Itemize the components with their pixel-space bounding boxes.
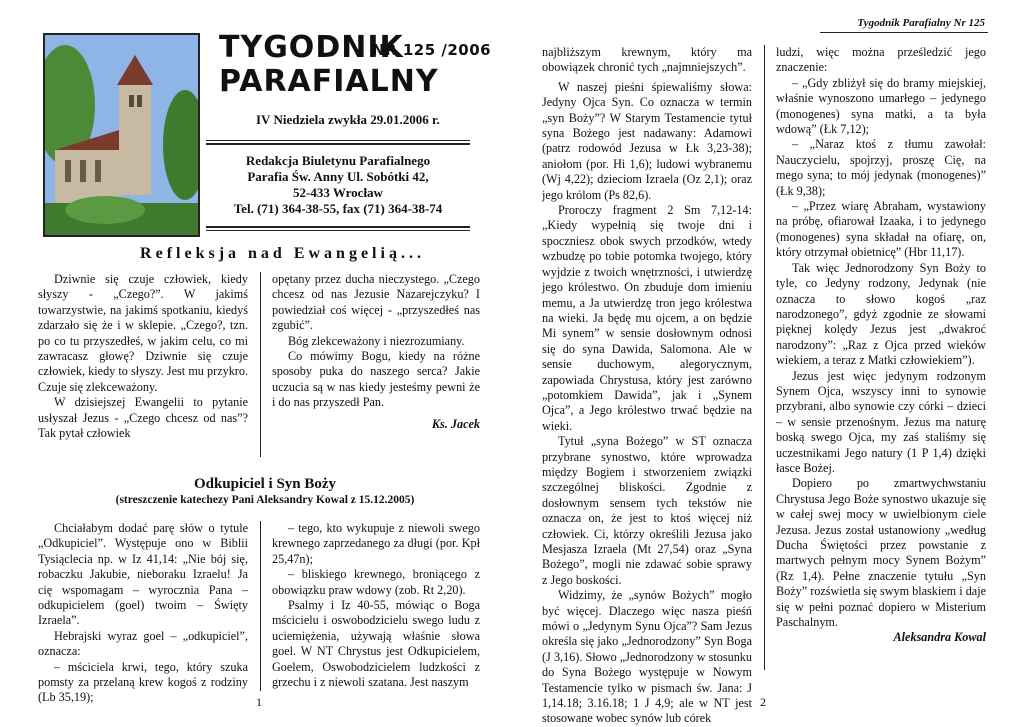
paragraph: Jezus jest więc jedynym rodzonym Synem Ojca, wszyscy inni to synowie przybrani, albo synowie czy córki – dzieci – w sensie przenośnym. Jezus ma naturę boską swego Ojca, my zaś staliśmy się uczestnikami Jego natury (1 P 1,4) dzięki łasce Bożej.	[776, 368, 986, 475]
header-rule	[820, 32, 988, 33]
address-line: Parafia Św. Anny Ul. Sobótki 42,	[247, 169, 429, 184]
paragraph: – „Naraz ktoś z tłumu zawołał: Nauczycielu, spojrzyj, proszę Cię, na mego syna; to mój jedynak (monogenes)” (Łk 9,38);	[776, 137, 986, 198]
church-photo	[43, 33, 200, 237]
page-number-right: 2	[760, 695, 766, 709]
divider	[206, 140, 470, 141]
paragraph: Psalmy i Iz 40-55, mówiąc o Boga mścicielu i oswobodzicielu swego ludu z uciemiężenia, używają właśnie słowa goel. W NT Chrystus jest Odkupicielem, Goelem, Oswobodzicielem ludzkości z grzechu i z niewoli szatana. Jest naszym	[272, 598, 480, 690]
article-subtitle: (streszczenie katechezy Pani Aleksandry Kowal z 15.12.2005)	[115, 494, 415, 506]
paragraph: opętany przez ducha nieczystego. „Czego chcesz od nas Jezusie Nazarejczyku? I powiedział coś więcej - „przyszedłeś nas zgubić”.	[272, 272, 480, 333]
paragraph: W dzisiejszej Ewangelii to pytanie usłyszał Jezus - „Czego chcesz od nas”? Tak pytał człowiek	[38, 395, 248, 441]
reflection-col2	[272, 272, 480, 432]
paragraph: Proroczy fragment 2 Sm 7,12-14: „Kiedy wypełnią się twoje dni i spoczniesz obok swych przodków, wtedy wzbudzę po tobie potomka twojego, który wyjdzie z twoich wnętrzności, i utwierdzę jego królestwo. On zbuduje dom imieniu memu, a Ja utwierdzę tron jego królestwa na wieki. Ja będę mu ojcem, a on będzie Mi synem” w sensie dosłownym odnosi się do syna Dawida, Salomona. Ale w sensie duchowym, alegorycznym, zapowiada Chrystusa, który jest zarówno „potomkiem Dawida”, jak i „Synem Ojca”, a Jego królestwo trwać będzie na wieki.	[542, 203, 752, 433]
address-line: 52-433 Wrocław	[293, 185, 383, 200]
paragraph: Dopiero po zmartwychwstaniu Chrystusa Jego Boże synostwo ukazuje się w całej swej mocy w uwielbionym ciele Jezusa. Jezus został ustanowiony „według Ducha Świętości przez powstanie z martwych pełnym mocy Synem Bożym” (Rz 1,4). Pełne znaczenie tytułu „Syn Boży” rozświetla się swym blaskiem i daje się w pełni poznać dopiero w Misterium Paschalnym.	[776, 476, 986, 630]
paragraph: W naszej pieśni śpiewaliśmy słowa: Jedyny Ojca Syn. Co oznacza w termin „syn Boży”? W Starym Testamencie tytuł syna Bożego jest nadawany: Adamowi (patrz rodowód Jezusa w Łk 3,23-38); aniołom (por. Hi 1,6); ludowi wybranemu (Wj 4,22); dzieciom Izraela (Oz 2,1); oraz jego królom (Ps 82,6).	[542, 79, 752, 202]
reflection-col1	[38, 272, 248, 441]
column-divider	[260, 272, 261, 457]
paragraph: Dziwnie się czuje człowiek, kiedy słyszy - „Czego?”. W jakimś towarzystwie, na jakimś spotkaniu, kiedyś zdarzało się że i w sklepie. „Czego?, tzn. po co tu przyszedłeś, w jakim celu, co mi zawracasz głowę? Dziwnie się czuje człowiek, kiedy to słyszy. Jest mu przykro. Czuje się zlekceważony.	[38, 272, 248, 394]
paragraph: Hebrajski wyraz goel – „odkupiciel”, oznacza:	[38, 628, 248, 659]
issue-number: NR 125 /2006	[372, 41, 492, 59]
page-number-left: 1	[256, 695, 262, 709]
paragraph: Tytuł „syna Bożego” w ST oznacza przybrane synostwo, które wprowadza między Bogiem i stworzeniem związki szczególnej bliskości. Zgodnie z dosłownym sensem tych tekstów nie oznacza on, że jest to ktoś więcej niż człowiek. Ci, którzy określili Jezusa jako Mesjasza Izraela (Mt 27,54) oraz „Syna Bożego”, mogli nie zdawać sobie sprawy z Jego boskości.	[542, 434, 752, 587]
page2-col2	[776, 45, 986, 646]
paragraph: Chciałabym dodać parę słów o tytule „Odkupiciel”. Występuje ono w Biblii Tysiąclecia np. w Iz 41,14: „Nie bój się, robaczku Jakubie, nieboraku Izraelu! Ja cię wspomagam – wyrocznia Pana – odkupicielem (goel) twoim – Święty Izraela”.	[38, 521, 248, 628]
paragraph: Widzimy, że „synów Bożych” mogło być więcej. Dlaczego więc nasza pieśń mówi o „Jedynym Synu Ojca”? Sam Jezus określa się jako „Jednorodzony” Syn Boga (J 3,16). Słowo „Jednorodzony w stosunku do Syna Bożego występuje w Nowym Testamencie tylko w pismach św. Jana: J 1,14.18; 3.16.18; 1 J 4,9; ale w NT jest stosowane wobec synów lub córek	[542, 588, 752, 726]
paragraph: – bliskiego krewnego, broniącego z obowiązku praw wdowy (zob. Rt 2,20).	[272, 567, 480, 597]
church-illustration	[45, 35, 198, 235]
paragraph: Bóg zlekceważony i niezrozumiany.	[288, 333, 465, 348]
divider	[206, 230, 470, 231]
reflection-heading: Refleksja nad Ewangelią...	[140, 245, 425, 262]
address-line: Redakcja Biuletynu Parafialnego	[245, 153, 431, 168]
paragraph: najbliższym krewnym, który ma obowiązek chronić tych „najmniejszych”.	[542, 45, 752, 75]
address-line: Tel. (71) 364-38-55, fax (71) 364-38-74	[233, 201, 443, 216]
paragraph: ludzi, więc można prześledzić jego znaczenie:	[776, 45, 986, 75]
divider	[206, 226, 470, 228]
masthead-title-line2: PARAFIALNY	[219, 64, 439, 99]
divider	[206, 143, 470, 145]
article-title: Odkupiciel i Syn Boży	[193, 476, 337, 492]
column-divider	[764, 45, 765, 670]
column-divider	[260, 521, 261, 691]
paragraph: – „Przez wiarę Abraham, wystawiony na próbę, ofiarował Izaaka, i to jedynego (monogenes) syna składał na ofiarę, on, który otrzymał obietnicę” (Hbr 11,17).	[776, 199, 986, 260]
page2-col1	[542, 45, 752, 727]
paragraph: Co mówimy Bogu, kiedy na różne sposoby puka do naszego serca? Jakie uczucia są w nas kiedy jesteśmy pewni że i do nas przyszedł Pan.	[272, 349, 480, 410]
signature: Aleksandra Kowal	[893, 630, 986, 645]
paragraph: Tak więc Jednorodzony Syn Boży to tyle, co Jedyny rodzony, Jedynak (nie oznacza to słowo kogoś „raz narodzonego”, gdyż zgodnie ze słowami pięknej kolędy Jezus jest „dwakroć narodzony”: „Raz z Ojca przed wieków wiekiem, a teraz z Matki człowiekiem”).	[776, 260, 986, 368]
article-col2	[272, 521, 480, 690]
masthead-title-line1: TYGODNIK	[219, 30, 404, 65]
paragraph: – mściciela krwi, tego, który szuka pomsty za przelaną krew kogoś z rodziny (Lb 35,19);	[38, 659, 248, 705]
running-header: Tygodnik Parafialny Nr 125	[857, 17, 985, 29]
article-col1	[38, 521, 248, 706]
paragraph: – tego, kto wykupuje z niewoli swego krewnego zaprzedanego za długi (por. Kpł 25,47n);	[272, 521, 480, 566]
signature: Ks. Jacek	[431, 416, 480, 431]
sunday-date: IV Niedziela zwykła 29.01.2006 r.	[256, 112, 440, 127]
paragraph: – „Gdy zbliżył się do bramy miejskiej, właśnie wynoszono umarłego – jedynego (monogenes) syna matki, a ta była wdową” (Łk 7,12);	[776, 75, 986, 137]
